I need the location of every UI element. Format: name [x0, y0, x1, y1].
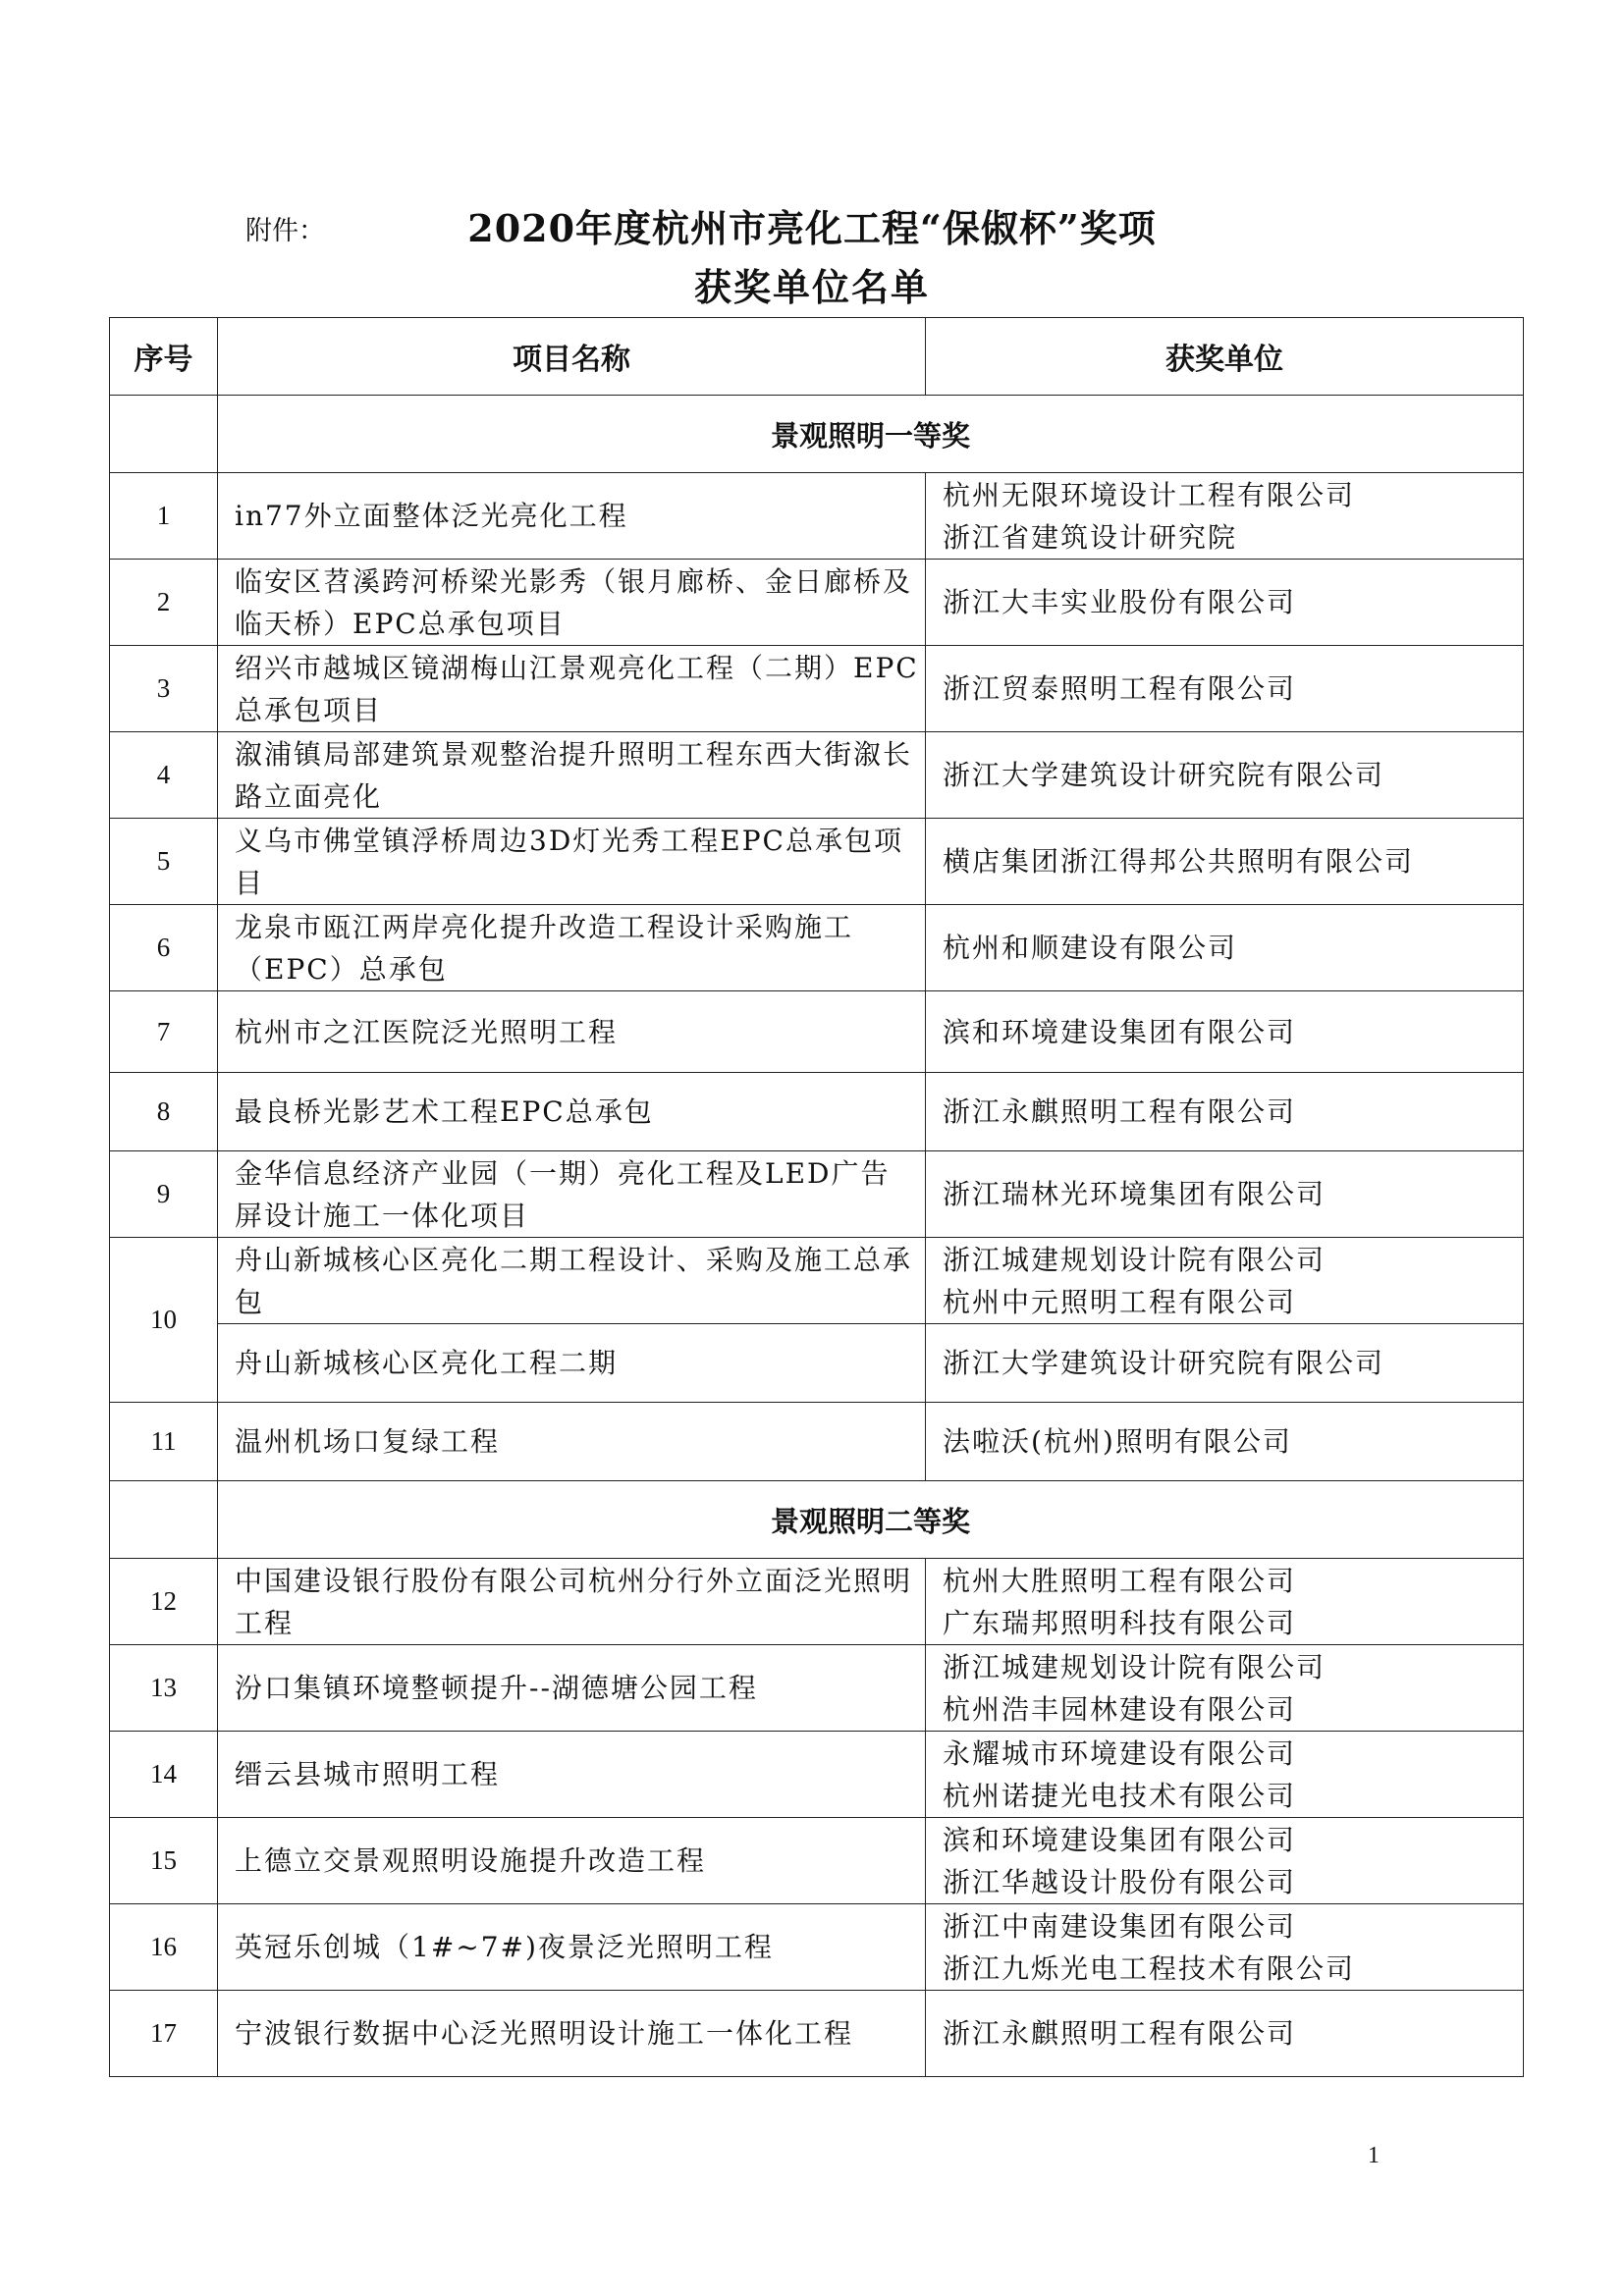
section-title: 景观照明二等奖: [218, 1481, 1524, 1559]
project-name: 龙泉市瓯江两岸亮化提升改造工程设计采购施工（EPC）总承包: [218, 905, 926, 991]
award-units: [926, 646, 1524, 732]
project-name: 义乌市佛堂镇浮桥周边3D灯光秀工程EPC总承包项目: [218, 819, 926, 905]
award-unit: 浙江大学建筑设计研究院有限公司: [943, 759, 1385, 791]
row-number: 6: [110, 905, 218, 991]
table-row: [110, 991, 1524, 1073]
table-body: [110, 396, 1524, 2077]
project-name: 舟山新城核心区亮化工程二期: [218, 1324, 926, 1403]
award-unit: 横店集团浙江得邦公共照明有限公司: [943, 845, 1415, 878]
award-unit: 永耀城市环境建设有限公司: [943, 1736, 1297, 1770]
project-name: in77外立面整体泛光亮化工程: [218, 473, 926, 560]
award-unit: 浙江瑞林光环境集团有限公司: [943, 1178, 1326, 1210]
award-unit: 浙江华越设计股份有限公司: [943, 1865, 1297, 1898]
award-units: [926, 819, 1524, 905]
award-table: [109, 317, 1524, 2077]
row-number: 16: [110, 1904, 218, 1991]
project-name: 金华信息经济产业园（一期）亮化工程及LED广告屏设计施工一体化项目: [218, 1151, 926, 1238]
page-subtitle: 获奖单位名单: [693, 265, 930, 309]
row-number: 14: [110, 1732, 218, 1818]
row-number: 8: [110, 1073, 218, 1151]
row-number: 10: [110, 1238, 218, 1403]
award-units: [926, 560, 1524, 646]
award-units: [926, 1818, 1524, 1904]
award-units: [926, 1238, 1524, 1324]
award-unit: 浙江省建筑设计研究院: [943, 520, 1238, 554]
table-row: [110, 1073, 1524, 1151]
table-row: [110, 646, 1524, 732]
row-number: 5: [110, 819, 218, 905]
table-row: [110, 1151, 1524, 1238]
award-units: [926, 991, 1524, 1073]
project-name: 绍兴市越城区镜湖梅山江景观亮化工程（二期）EPC总承包项目: [218, 646, 926, 732]
column-header-unit: 获奖单位: [926, 318, 1524, 396]
table-row: [110, 1238, 1524, 1324]
award-unit: 滨和环境建设集团有限公司: [943, 1015, 1297, 1048]
award-units: [926, 1324, 1524, 1403]
page-number: 1: [1368, 2143, 1380, 2168]
page-title: 2020年度杭州市亮化工程“保俶杯”奖项: [467, 206, 1157, 250]
row-number: 9: [110, 1151, 218, 1238]
award-units: [926, 1403, 1524, 1481]
project-name: 中国建设银行股份有限公司杭州分行外立面泛光照明工程: [218, 1559, 926, 1645]
project-name: 杭州市之江医院泛光照明工程: [218, 991, 926, 1073]
award-unit: 杭州浩丰园林建设有限公司: [943, 1692, 1297, 1726]
award-unit: 杭州和顺建设有限公司: [943, 932, 1238, 964]
award-units: [926, 1559, 1524, 1645]
award-units: [926, 1645, 1524, 1732]
award-unit: 浙江大学建筑设计研究院有限公司: [943, 1347, 1385, 1379]
table-row: [110, 1732, 1524, 1818]
table-row: [110, 473, 1524, 560]
award-units: [926, 1073, 1524, 1151]
row-number: 2: [110, 560, 218, 646]
award-unit: 浙江永麒照明工程有限公司: [943, 1095, 1297, 1128]
table-row: [110, 1645, 1524, 1732]
award-unit: 广东瑞邦照明科技有限公司: [943, 1606, 1297, 1639]
project-name: 汾口集镇环境整顿提升--湖德塘公园工程: [218, 1645, 926, 1732]
column-header-no: 序号: [110, 318, 218, 396]
row-number: 15: [110, 1818, 218, 1904]
award-unit: 浙江永麒照明工程有限公司: [943, 2017, 1297, 2050]
project-name: 缙云县城市照明工程: [218, 1732, 926, 1818]
row-number: 3: [110, 646, 218, 732]
attachment-label: 附件：: [245, 216, 325, 246]
table-row: [110, 819, 1524, 905]
column-header-project: 项目名称: [218, 318, 926, 396]
award-unit: 浙江大丰实业股份有限公司: [943, 586, 1297, 618]
award-units: [926, 732, 1524, 819]
project-name: 舟山新城核心区亮化二期工程设计、采购及施工总承包: [218, 1238, 926, 1324]
row-number: 7: [110, 991, 218, 1073]
award-unit: 浙江城建规划设计院有限公司: [943, 1650, 1326, 1683]
award-units: [926, 1991, 1524, 2077]
section-row: [110, 396, 1524, 473]
award-unit: 杭州中元照明工程有限公司: [943, 1285, 1297, 1318]
section-title: 景观照明一等奖: [218, 396, 1524, 473]
table-row: [110, 1991, 1524, 2077]
award-unit: 杭州大胜照明工程有限公司: [943, 1564, 1297, 1597]
project-name: 溆浦镇局部建筑景观整治提升照明工程东西大街溆长路立面亮化: [218, 732, 926, 819]
award-unit: 法啦沃(杭州)照明有限公司: [943, 1425, 1292, 1458]
award-units: [926, 1732, 1524, 1818]
award-units: [926, 1904, 1524, 1991]
project-name: 英冠乐创城（1#~7#)夜景泛光照明工程: [218, 1904, 926, 1991]
row-number: 4: [110, 732, 218, 819]
table-row: [110, 1559, 1524, 1645]
section-row: [110, 1481, 1524, 1559]
table-row: [110, 560, 1524, 646]
project-name: 温州机场口复绿工程: [218, 1403, 926, 1481]
project-name: 宁波银行数据中心泛光照明设计施工一体化工程: [218, 1991, 926, 2077]
row-number: 13: [110, 1645, 218, 1732]
award-unit: 浙江贸泰照明工程有限公司: [943, 672, 1297, 705]
award-unit: 浙江九烁光电工程技术有限公司: [943, 1951, 1356, 1985]
table-row: [110, 1324, 1524, 1403]
row-number: 12: [110, 1559, 218, 1645]
section-empty-cell: [110, 396, 218, 473]
project-name: 临安区苕溪跨河桥梁光影秀（银月廊桥、金日廊桥及临天桥）EPC总承包项目: [218, 560, 926, 646]
row-number: 1: [110, 473, 218, 560]
award-units: [926, 473, 1524, 560]
table-row: [110, 1403, 1524, 1481]
award-unit: 杭州诺捷光电技术有限公司: [943, 1779, 1297, 1812]
table-row: [110, 1818, 1524, 1904]
award-unit: 杭州无限环境设计工程有限公司: [943, 478, 1356, 511]
project-name: 最良桥光影艺术工程EPC总承包: [218, 1073, 926, 1151]
table-header-row: [110, 318, 1524, 396]
row-number: 11: [110, 1403, 218, 1481]
award-units: [926, 905, 1524, 991]
table-row: [110, 1904, 1524, 1991]
table-row: [110, 732, 1524, 819]
table-row: [110, 905, 1524, 991]
award-units: [926, 1151, 1524, 1238]
section-empty-cell: [110, 1481, 218, 1559]
award-unit: 浙江城建规划设计院有限公司: [943, 1243, 1326, 1276]
award-unit: 滨和环境建设集团有限公司: [943, 1823, 1297, 1856]
row-number: 17: [110, 1991, 218, 2077]
project-name: 上德立交景观照明设施提升改造工程: [218, 1818, 926, 1904]
award-unit: 浙江中南建设集团有限公司: [943, 1909, 1297, 1943]
